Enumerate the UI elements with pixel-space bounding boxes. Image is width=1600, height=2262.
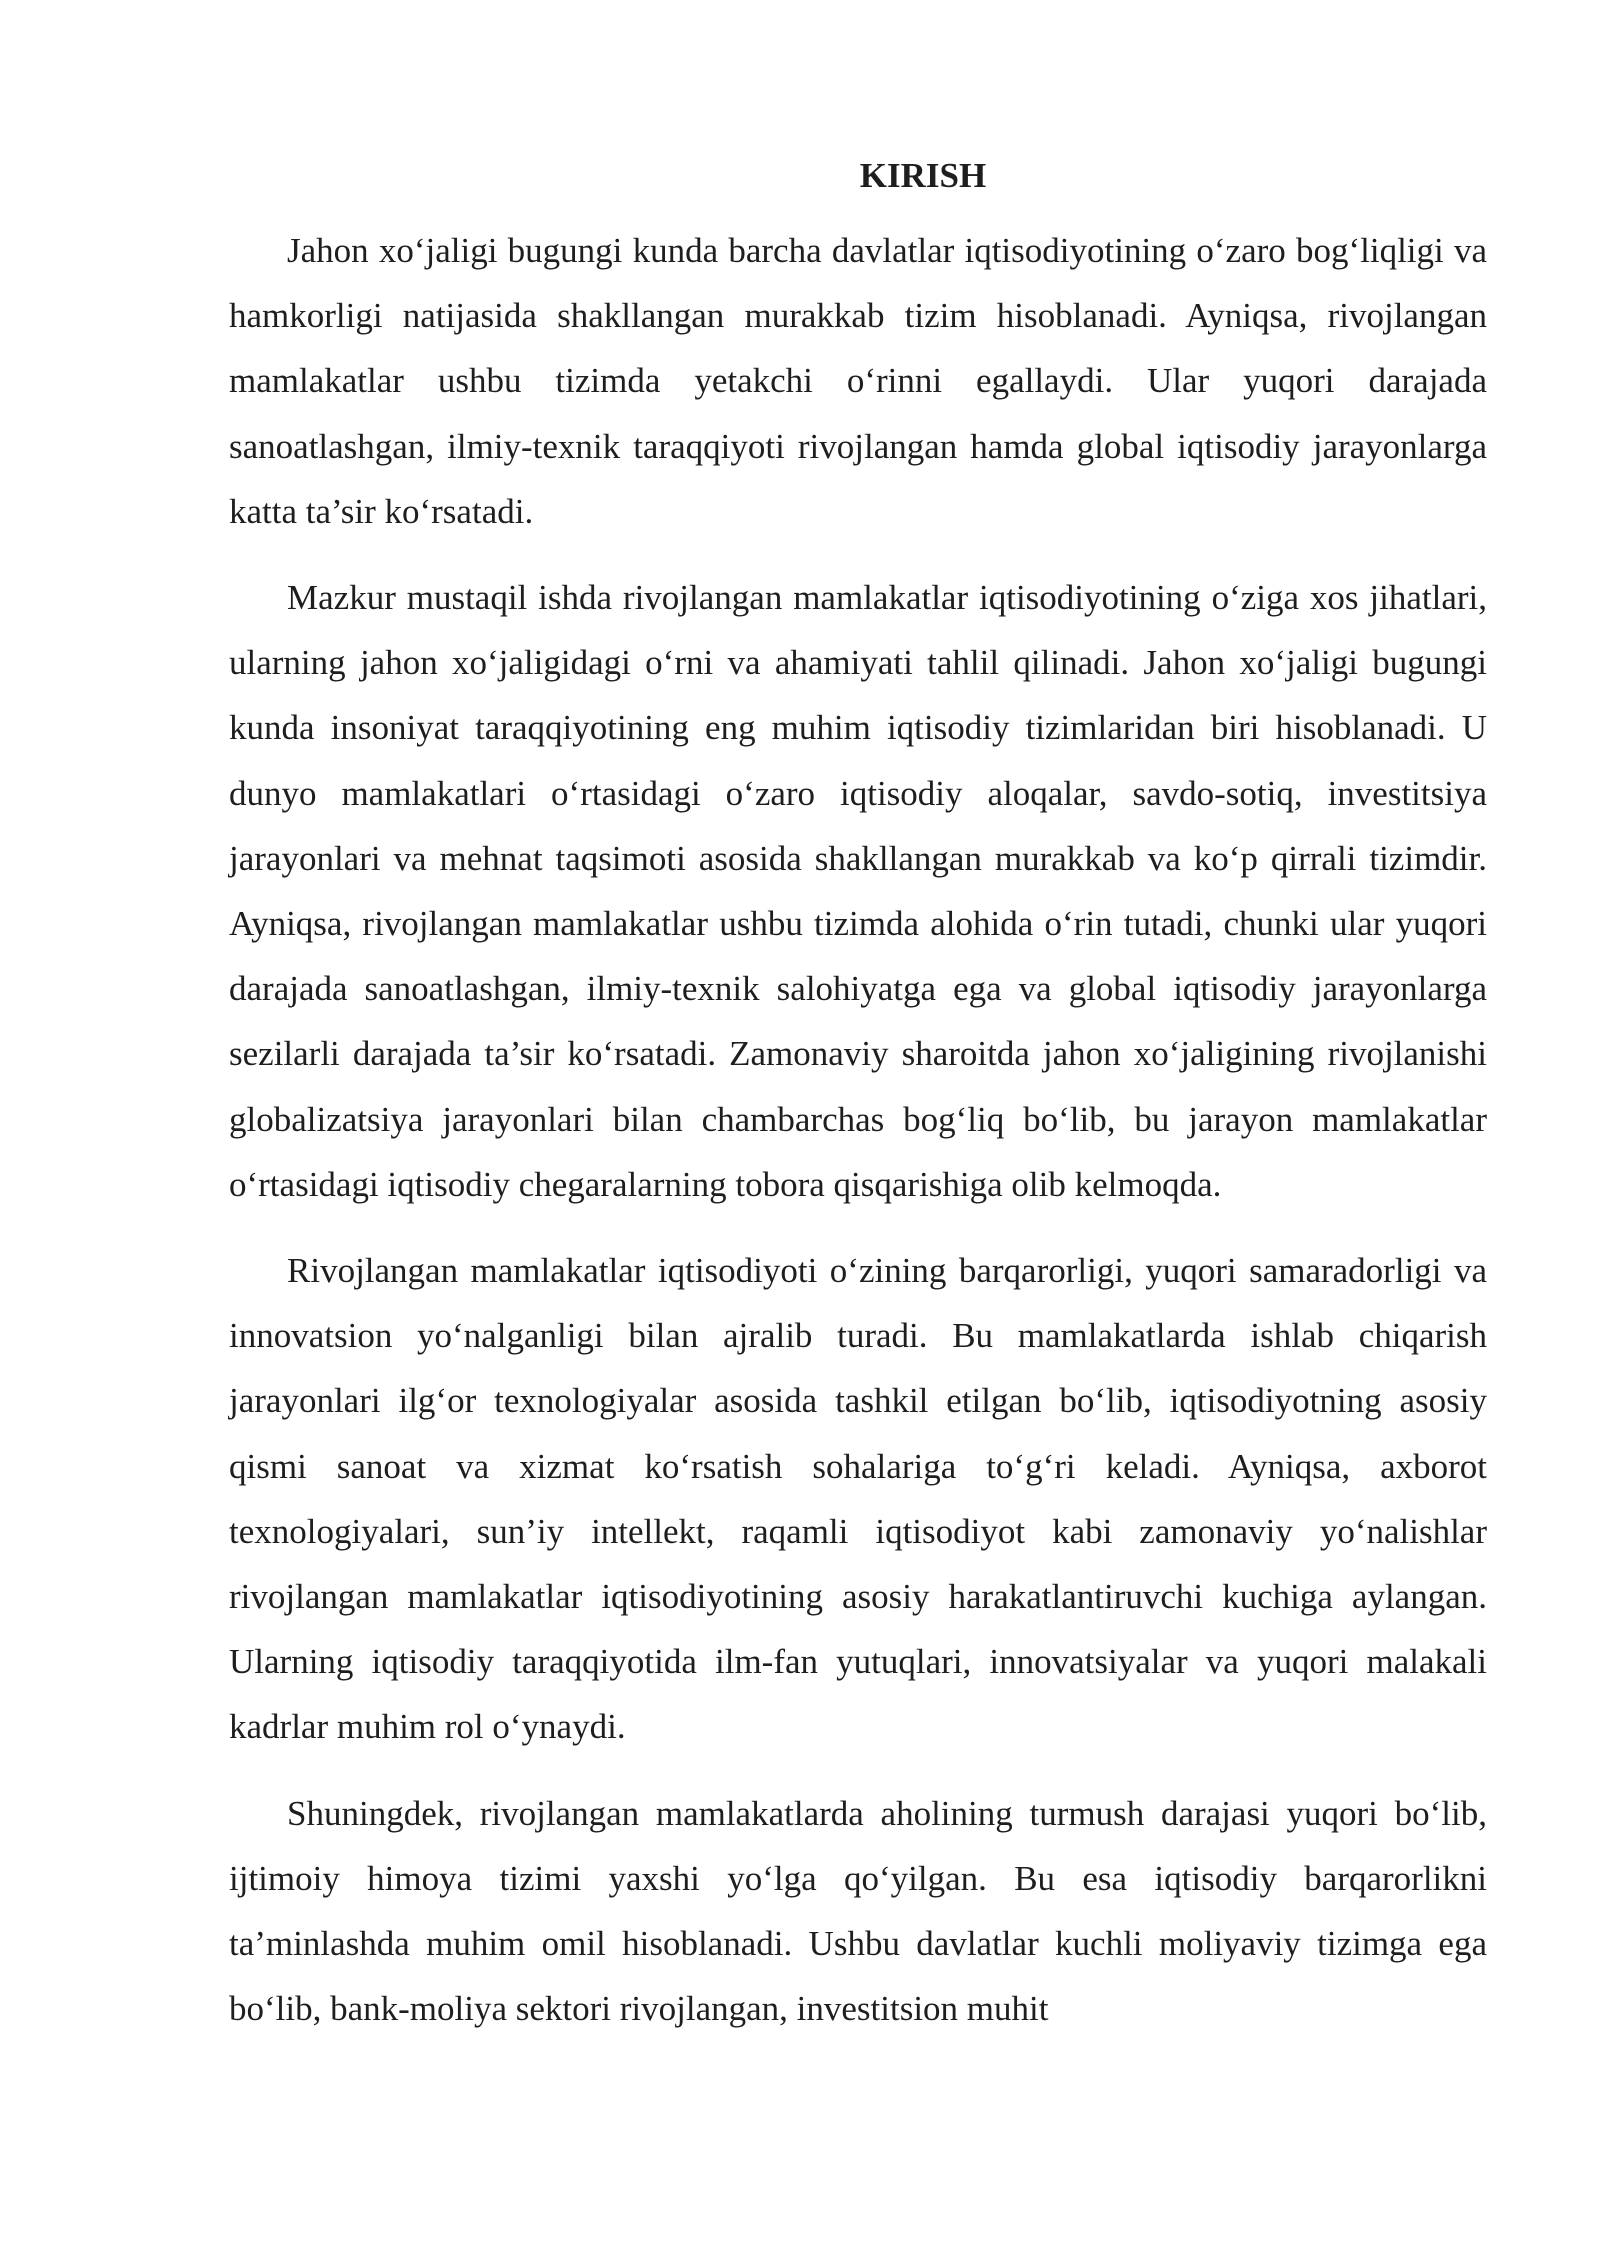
paragraph-intro: Jahon xo‘jaligi bugungi kunda barcha davlatlar iqtisodiyotining o‘zaro bog‘liqligi va hamkorligi natijasida shakllangan murakkab tizim hisoblanadi. Ayniqsa, rivojlangan mamlakatlar ushbu tizimda yetakchi o‘rinni egallaydi. Ular yuqori darajada sanoatlashgan, ilmiy-texnik taraqqiyoti rivojlangan hamda global iqtisodiy jarayonlarga katta ta’sir ko‘rsatadi. — [229, 231, 1487, 531]
document-body — [229, 150, 1487, 2062]
paragraph-economy: Rivojlangan mamlakatlar iqtisodiyoti o‘zining barqarorligi, yuqori samaradorligi va innovatsion yo‘nalganligi bilan ajralib turadi. Bu mamlakatlarda ishlab chiqarish jarayonlari ilg‘or texnologiyalar asosida tashkil etilgan bo‘lib, iqtisodiyotning asosiy qismi sanoat va xizmat ko‘rsatish sohalariga to‘g‘ri keladi. Ayniqsa, axborot texnologiyalari, sun’iy intellekt, raqamli iqtisodiyot kabi zamonaviy yo‘nalishlar rivojlangan mamlakatlar iqtisodiyotining asosiy harakatlantiruvchi kuchiga aylangan. Ularning iqtisodiy taraqqiyotida ilm-fan yutuqlari, innovatsiyalar va yuqori malakali kadrlar muhim rol o‘ynaydi. — [229, 1251, 1487, 1747]
page-title: KIRISH — [859, 156, 987, 195]
paragraph-living-standards: Shuningdek, rivojlangan mamlakatlarda aholining turmush darajasi yuqori bo‘lib, ijtimoiy himoya tizimi yaxshi yo‘lga qo‘yilgan. Bu esa iqtisodiy barqarorlikni ta’minlashda muhim omil hisoblanadi. Ushbu davlatlar kuchli moliyaviy tizimga ega bo‘lib, bank-moliya sektori rivojlangan, investitsion muhit — [229, 1793, 1487, 2029]
paragraph-scope: Mazkur mustaqil ishda rivojlangan mamlakatlar iqtisodiyotining o‘ziga xos jihatlari, ularning jahon xo‘jaligidagi o‘rni va ahamiyati tahlil qilinadi. Jahon xo‘jaligi bugungi kunda insoniyat taraqqiyotining eng muhim iqtisodiy tizimlaridan biri hisoblanadi. U dunyo mamlakatlari o‘rtasidagi o‘zaro iqtisodiy aloqalar, savdo-sotiq, investitsiya jarayonlari va mehnat taqsimoti asosida shakllangan murakkab va ko‘p qirrali tizimdir. Ayniqsa, rivojlangan mamlakatlar ushbu tizimda alohida o‘rin tutadi, chunki ular yuqori darajada sanoatlashgan, ilmiy-texnik salohiyatga ega va global iqtisodiy jarayonlarga sezilarli darajada ta’sir ko‘rsatadi. Zamonaviy sharoitda jahon xo‘jaligining rivojlanishi globalizatsiya jarayonlari bilan chambarchas bog‘liq bo‘lib, bu jarayon mamlakatlar o‘rtasidagi iqtisodiy chegaralarning tobora qisqarishiga olib kelmoqda. — [229, 578, 1487, 1204]
